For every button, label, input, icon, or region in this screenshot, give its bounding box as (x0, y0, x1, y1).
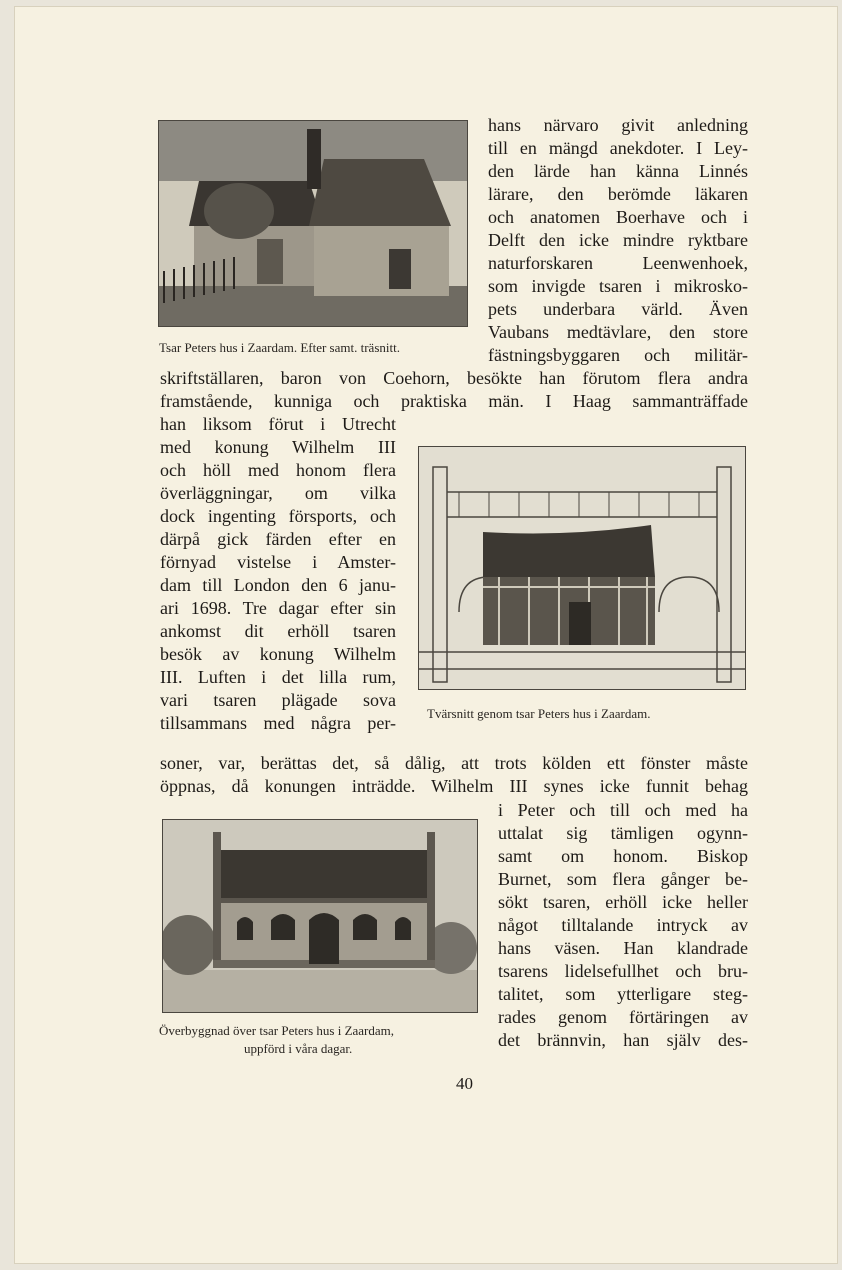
text-line: dock ingenting försports, och (160, 506, 396, 526)
text-line: dam till London den 6 janu- (160, 575, 396, 595)
text-line: sökt tsaren, erhöll icke heller (498, 892, 748, 912)
text-line: Vaubans medtävlare, den store (488, 322, 748, 342)
text-line: därpå gick färden efter en (160, 529, 396, 549)
page-number: 40 (456, 1074, 473, 1093)
text-line: fästningsbyggaren och militär- (488, 345, 748, 365)
text-line: vari tsaren plägade sova (160, 690, 396, 710)
text-line: ari 1698. Tre dagar efter sin (160, 598, 396, 618)
text-line: tillsammans med några per- (160, 713, 396, 733)
text-line: i Peter och till och med ha (498, 800, 748, 820)
text-line: Burnet, som flera gånger be- (498, 869, 748, 889)
text-line: lärare, den berömde läkaren (488, 184, 748, 204)
text-line: med konung Wilhelm III (160, 437, 396, 457)
text-line: pets underbara värld. Även (488, 299, 748, 319)
text-line: det brännvin, han själv des- (498, 1030, 748, 1050)
text-line: soner, var, berättas det, så dålig, att trots kölden ett fönster måste (160, 753, 748, 773)
book-page (14, 6, 838, 1264)
text-line: besök av konung Wilhelm (160, 644, 396, 664)
text-line: den lärde han känna Linnés (488, 161, 748, 181)
text-line: rades genom förtäringen av (498, 1007, 748, 1027)
figure-3-caption-line-2: uppförd i våra dagar. (244, 1041, 353, 1056)
text-line: överläggningar, om vilka (160, 483, 396, 503)
text-line: hans närvaro givit anledning (488, 115, 748, 135)
text-line: III. Luften i det lilla rum, (160, 667, 396, 687)
text-line: och höll med honom flera (160, 460, 396, 480)
figure-1-caption: Tsar Peters hus i Zaardam. Efter samt. träsnitt. (159, 340, 400, 355)
text-line: och anatomen Boerhave och i (488, 207, 748, 227)
text-line: som invigde tsaren i mikrosko- (488, 276, 748, 296)
text-line: framstående, kunniga och praktiska män. I Haag sammanträffade (160, 391, 748, 411)
text-line: öppnas, då konungen inträdde. Wilhelm III synes icke funnit behag (160, 776, 748, 796)
text-line: skriftställaren, baron von Coehorn, besökte han förutom flera andra (160, 368, 748, 388)
text-line: tsarens lidelsefullhet och bru- (498, 961, 748, 981)
text-line: hans väsen. Han klandrade (498, 938, 748, 958)
figure-cross-section (418, 446, 746, 690)
text-line: talitet, som ytterligare steg- (498, 984, 748, 1004)
text-line: han liksom förut i Utrecht (160, 414, 396, 434)
figure-modern-building (162, 819, 478, 1013)
text-line: uttalat sig tämligen ogynn- (498, 823, 748, 843)
text-line: förnyad vistelse i Amster- (160, 552, 396, 572)
text-line: till en mängd anekdoter. I Ley- (488, 138, 748, 158)
figure-3-caption-line-1: Överbyggnad över tsar Peters hus i Zaardam, (159, 1023, 395, 1038)
text-line: Delft den icke mindre ryktbare (488, 230, 748, 250)
text-line: något tilltalande intryck av (498, 915, 748, 935)
figure-house-woodcut (158, 120, 468, 327)
text-line: samt om honom. Biskop (498, 846, 748, 866)
text-line: ankomst dit erhöll tsaren (160, 621, 396, 641)
figure-2-caption: Tvärsnitt genom tsar Peters hus i Zaardam. (427, 706, 651, 721)
text-line: naturforskaren Leenwenhoek, (488, 253, 748, 273)
